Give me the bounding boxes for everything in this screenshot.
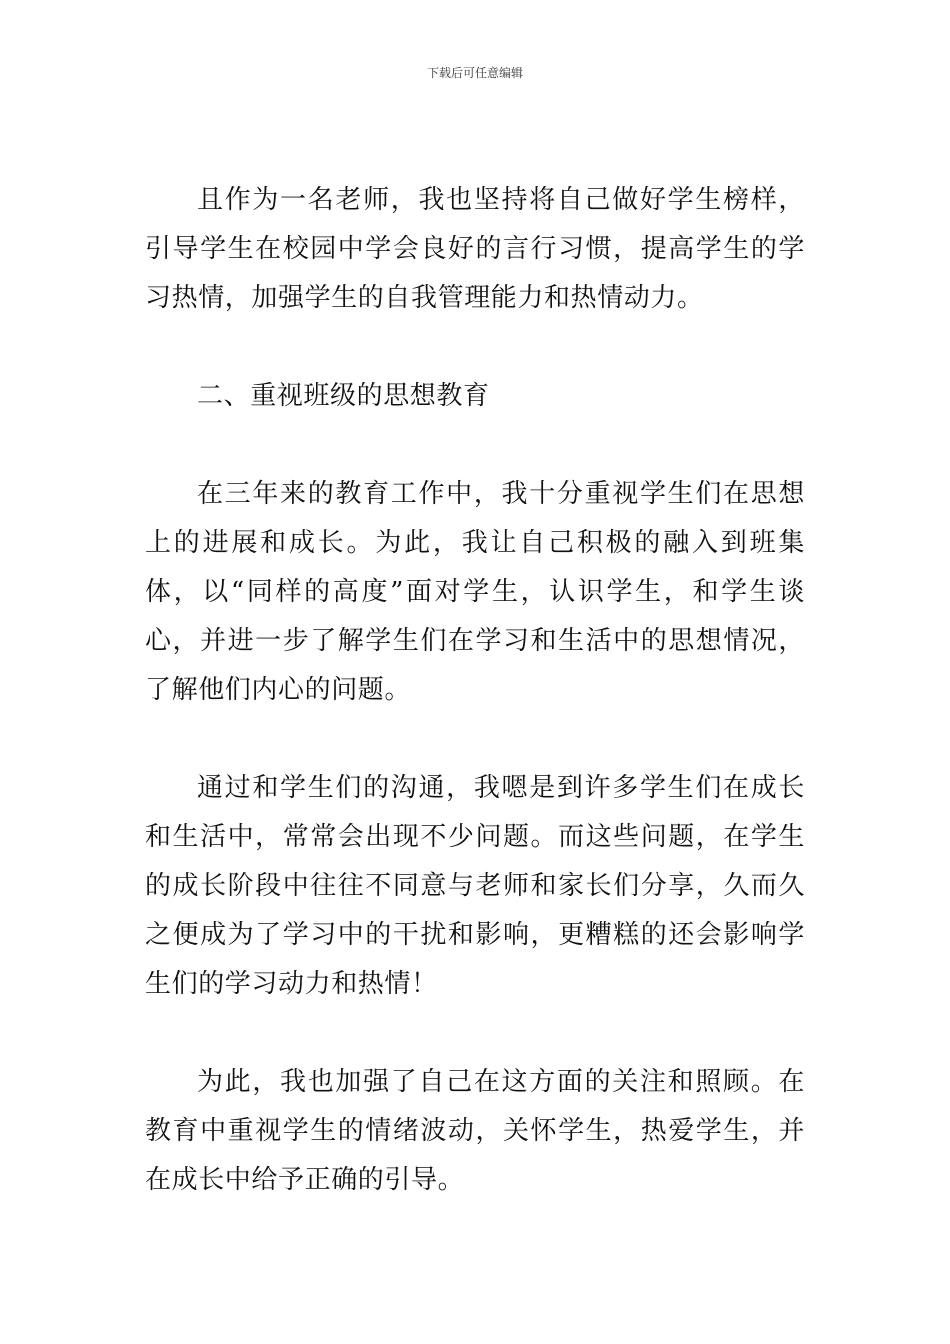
paragraph-ideological-progress: 在三年来的教育工作中，我十分重视学生们在思想上的进展和成长。为此，我让自己积极的融入到班集体，以“同样的高度”面对学生，认识学生，和学生谈心，并进一步了解学生们在学习和生活中的思想情况，了解他们内心的问题。 bbox=[145, 479, 805, 705]
paragraph-teacher-role-model: 且作为一名老师，我也坚持将自己做好学生榜样，引导学生在校园中学会良好的言行习惯，提高学生的学习热情，加强学生的自我管理能力和热情动力。 bbox=[145, 185, 805, 313]
paragraph-emotional-care: 为此，我也加强了自己在这方面的关注和照顾。在教育中重视学生的情绪波动，关怀学生，热爱学生，并在成长中给予正确的引导。 bbox=[145, 1067, 805, 1195]
paragraph-student-communication: 通过和学生们的沟通，我嗯是到许多学生们在成长和生活中，常常会出现不少问题。而这些问题，在学生的成长阶段中往往不同意与老师和家长们分享，久而久之便成为了学习中的干扰和影响，更糟糕的还会影响学生们的学习动力和热情！ bbox=[145, 773, 805, 999]
page-header-note: 下载后可任意编辑 bbox=[426, 66, 523, 80]
paragraph-spacer bbox=[145, 323, 805, 372]
paragraph-spacer bbox=[145, 1009, 805, 1058]
paragraph-spacer bbox=[145, 421, 805, 470]
document-body bbox=[145, 176, 805, 1205]
section-heading-ideological-education: 二、重视班级的思想教育 bbox=[197, 381, 490, 411]
paragraph-spacer bbox=[145, 715, 805, 764]
